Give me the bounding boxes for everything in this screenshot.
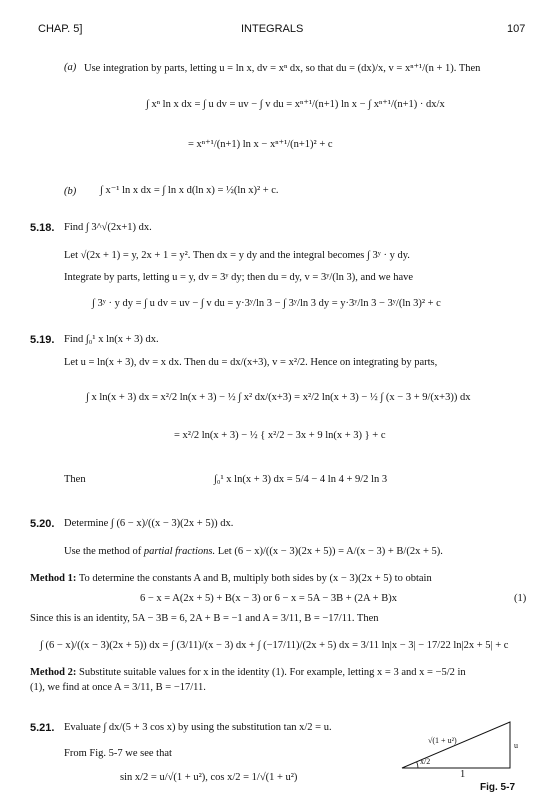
problem-5-21-equation: sin x/2 = u/√(1 + u²), cos x/2 = 1/√(1 + u²) [120,772,298,783]
figure-caption: Fig. 5-7 [480,782,516,793]
problem-5-18-line-1: Let √(2x + 1) = y, 2x + 1 = y². Then dx = y dy and the integral becomes ∫ 3ʸ · y dy. [64,250,410,261]
hypotenuse-label: √(1 + u²) [428,736,457,745]
part-a-text: Use integration by parts, letting u = ln x, dv = xⁿ dx, so that du = (dx)/x, v = xⁿ⁺¹/(n + 1). Then [84,63,481,74]
problem-5-20-equation-1: 6 − x = A(2x + 5) + B(x − 3) or 6 − x = 5A − 3B + (2A + B)x [140,593,397,604]
problem-5-19-equation-1: ∫ x ln(x + 3) dx = x²/2 ln(x + 3) − ½ ∫ x² dx/(x+3) = x²/2 ln(x + 3) − ½ ∫ (x − 3 + 9/(x+3)) dx [86,392,471,403]
page-number: 107 [507,23,526,35]
problem-5-20-line-1 [64,546,443,557]
problem-5-20-equation-2: ∫ (6 − x)/((x − 3)(2x + 5)) dx = ∫ (3/11)/(x − 3) dx + ∫ (−17/11)/(2x + 5) dx = 3/11 ln|x − 3| − 17/22 ln|2x + 5| + c [40,640,509,651]
method-2-block [30,667,466,678]
problem-5-21-prompt: Evaluate ∫ dx/(5 + 3 cos x) by using the substitution tan x/2 = u. [64,722,332,733]
triangle-shape [402,722,510,768]
problem-5-19-prompt: Find ∫₀¹ x ln(x + 3) dx. [64,334,159,345]
page-title: INTEGRALS [241,23,304,35]
chapter-label: CHAP. 5] [38,23,83,35]
problem-5-20-line-1-start: Use the method of [64,546,142,557]
problem-5-19-equation-3: ∫₀¹ x ln(x + 3) dx = 5/4 − 4 ln 4 + 9/2 ln 3 [214,474,388,485]
part-a-equation-1: ∫ xⁿ ln x dx = ∫ u dv = uv − ∫ v du = xⁿ⁺¹/(n+1) ln x − ∫ xⁿ⁺¹/(n+1) · dx/x [146,99,445,110]
method-2-text-continued: (1), we find at once A = 3/11, B = −17/11. [30,682,206,693]
problem-5-20-prompt: Determine ∫ (6 − x)/((x − 3)(2x + 5)) dx. [64,518,234,529]
problem-5-19-number: 5.19. [30,334,55,346]
problem-5-18-line-2: Integrate by parts, letting u = y, dv = 3ʸ dy; then du = dy, v = 3ʸ/(ln 3), and we have [64,272,414,283]
problem-5-19-then-label: Then [64,474,86,485]
part-a-equation-2: = xⁿ⁺¹/(n+1) ln x − xⁿ⁺¹/(n+1)² + c [188,139,333,150]
part-b-equation: ∫ x⁻¹ ln x dx = ∫ ln x d(ln x) = ½(ln x)² + c. [100,185,279,196]
problem-5-21-line-1: From Fig. 5-7 we see that [64,748,172,759]
part-b-label: (b) [64,186,77,197]
adjacent-label: 1 [460,769,466,780]
method-2-text: Substitute suitable values for x in the identity (1). For example, letting x = 3 and x = −5/2 in [79,667,466,678]
problem-5-19-line-1: Let u = ln(x + 3), dv = x dx. Then du = dx/(x+3), v = x²/2. Hence on integrating by parts, [64,357,438,368]
problem-5-20-line-2: Since this is an identity, 5A − 3B = 6, 2A + B = −1 and A = 3/11, B = −17/11. Then [30,613,379,624]
problem-5-21-number: 5.21. [30,722,55,734]
partial-fractions-term: partial fractions. [143,546,216,557]
problem-5-19-equation-2: = x²/2 ln(x + 3) − ½ { x²/2 − 3x + 9 ln(x + 3) } + c [174,430,386,441]
problem-5-18-prompt: Find ∫ 3^√(2x+1) dx. [64,222,152,233]
problem-5-20-line-1-end: Let (6 − x)/((x − 3)(2x + 5)) = A/(x − 3) + B/(2x + 5). [217,546,443,557]
opposite-label: u [514,741,518,750]
problem-5-18-number: 5.18. [30,222,55,234]
equation-tag-1: (1) [514,593,527,604]
method-1-label: Method 1: [30,573,77,584]
figure-5-7-triangle [392,716,522,776]
method-2-label: Method 2: [30,667,77,678]
problem-5-18-equation: ∫ 3ʸ · y dy = ∫ u dv = uv − ∫ v du = y·3ʸ/ln 3 − ∫ 3ʸ/ln 3 dy = y·3ʸ/ln 3 − 3ʸ/(ln 3)² + c [92,298,441,309]
problem-5-20-number: 5.20. [30,518,55,530]
angle-arc [417,762,418,768]
part-a-label: (a) [64,62,77,73]
angle-label: x/2 [420,757,431,766]
method-1-block [30,573,432,584]
method-1-text: To determine the constants A and B, multiply both sides by (x − 3)(2x + 5) to obtain [78,573,432,584]
